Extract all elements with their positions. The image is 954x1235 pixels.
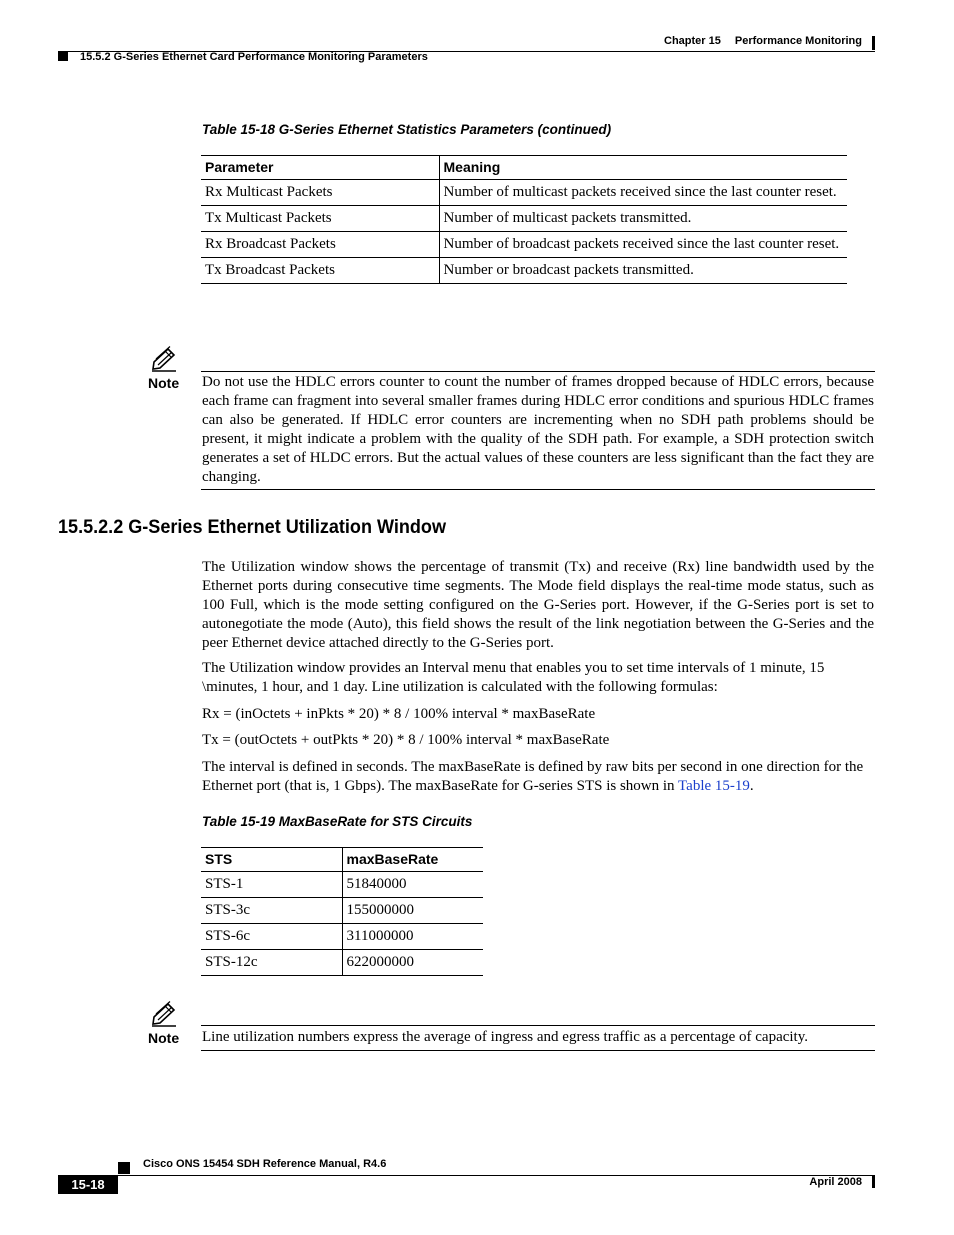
header-right-bar (872, 36, 875, 50)
table-cell: Number of broadcast packets received since the last counter reset. (439, 232, 847, 258)
chapter-title: Performance Monitoring (734, 35, 862, 47)
table-cell: 155000000 (342, 898, 483, 924)
table-row (201, 180, 847, 206)
table-cell: Tx Multicast Packets (201, 206, 439, 232)
page-number: 15-18 (58, 1175, 118, 1194)
note-label: Note (148, 375, 180, 391)
footer-right-bar (872, 1175, 875, 1188)
table-row (201, 232, 847, 258)
section-heading (58, 517, 466, 539)
footer-manual-title: Cisco ONS 15454 SDH Reference Manual, R4.6 (143, 1158, 387, 1170)
table-cross-reference-link[interactable]: Table 15-19 (678, 778, 750, 794)
table-cell: Tx Broadcast Packets (201, 258, 439, 284)
table-cell: 311000000 (342, 924, 483, 950)
table-cell: STS-1 (201, 872, 342, 898)
footer-rule (58, 1175, 875, 1176)
note-text: Do not use the HDLC errors counter to count the number of frames dropped because of HDLC errors, because each frame can fragment into several smaller frames during HDLC error conditions and spurious HDLC frames can also be generated. If HDLC error counters are incrementing when no SDH path problems should be present, it might indicate a problem with the quality of the SDH path. For example, a SDH protection switch generates a set of HLDC errors. But the actual values of these counters are less significant than the fact they are changing. (202, 374, 874, 485)
table-caption: Table 15-18 G-Series Ethernet Statistics Parameters (continued) (202, 122, 612, 137)
table-header-row (201, 848, 483, 872)
formula-tx: Tx = (outOctets + outPkts * 20) * 8 / 100% interval * maxBaseRate (202, 732, 610, 748)
note-top-rule (201, 1025, 875, 1026)
table-row (201, 258, 847, 284)
note-top-rule (201, 371, 875, 372)
footer-block-marker (118, 1162, 130, 1174)
table-header-row (201, 156, 847, 180)
chapter-number: Chapter 15 (664, 35, 721, 47)
column-header: maxBaseRate (342, 848, 483, 872)
table-cell: Number of multicast packets received since the last counter reset. (439, 180, 847, 206)
column-header: STS (201, 848, 342, 872)
table-cell: STS-6c (201, 924, 342, 950)
table-cell: Number of multicast packets transmitted. (439, 206, 847, 232)
paragraph-text: The interval is defined in seconds. The maxBaseRate is defined by raw bits per second in one direction for the Ethernet port (that is, 1 Gbps). The maxBaseRate for G-series STS is shown in (202, 759, 864, 794)
table-row (201, 898, 483, 924)
column-header: Parameter (201, 156, 439, 180)
header-block-marker (58, 51, 68, 61)
paragraph (202, 758, 874, 796)
table-cell: 622000000 (342, 950, 483, 976)
table-row (201, 872, 483, 898)
note-bottom-rule (201, 1050, 875, 1051)
pencil-note-icon (150, 346, 178, 372)
note-bottom-rule (201, 489, 875, 490)
table-row (201, 950, 483, 976)
running-header-chapter (600, 35, 862, 47)
table-cell: STS-12c (201, 950, 342, 976)
note-text: Line utilization numbers express the average of ingress and egress traffic as a percentage of capacity. (202, 1029, 808, 1045)
paragraph-text-end: . (749, 778, 754, 794)
note-label: Note (148, 1030, 180, 1046)
table-cell: Number or broadcast packets transmitted. (439, 258, 847, 284)
table-cell: Rx Multicast Packets (201, 180, 439, 206)
table-cell: 51840000 (342, 872, 483, 898)
paragraph: The Utilization window shows the percentage of transmit (Tx) and receive (Rx) line bandwidth used by the Ethernet ports during consecutive time segments. The Mode field displays the real-time mode status, such as 100 Full, which is the mode setting configured on the G-Series port. However, if the G-Series port is set to autonegotiate the mode (Auto), this field shows the result of the link negotiation between the G-Series and the peer Ethernet device attached directly to the G-Series port. (202, 559, 874, 651)
table-cell: STS-3c (201, 898, 342, 924)
pencil-note-icon (150, 1001, 178, 1027)
footer-date: April 2008 (809, 1176, 862, 1188)
table-row (201, 924, 483, 950)
paragraph: The Utilization window provides an Interval menu that enables you to set time intervals of 1 minute, 15 \minutes, 1 hour, and 1 day. Line utilization is calculated with the following formulas: (202, 660, 825, 695)
running-header-section: 15.5.2 G-Series Ethernet Card Performance Monitoring Parameters (80, 51, 428, 63)
formula-rx: Rx = (inOctets + inPkts * 20) * 8 / 100% interval * maxBaseRate (202, 706, 596, 722)
statistics-parameters-table (201, 155, 847, 284)
table-caption: Table 15-19 MaxBaseRate for STS Circuits (202, 814, 473, 829)
maxbaserate-table (201, 847, 483, 976)
column-header: Meaning (439, 156, 847, 180)
table-row (201, 206, 847, 232)
section-heading-text: 15.5.2.2 G-Series Ethernet Utilization Window (58, 517, 447, 538)
table-cell: Rx Broadcast Packets (201, 232, 439, 258)
